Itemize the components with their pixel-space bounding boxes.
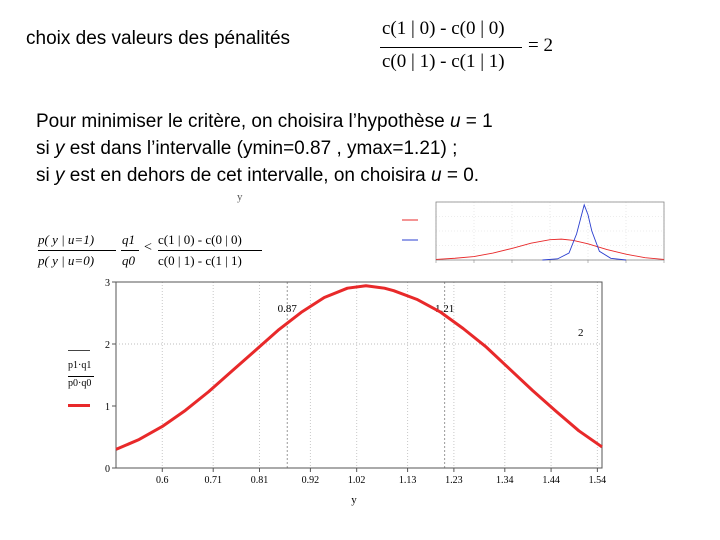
main-x-tick-label: 0.92 — [301, 475, 320, 486]
threshold-value-label: 1.21 — [435, 303, 455, 315]
main-x-axis-label: y — [351, 494, 357, 506]
mini-legend — [402, 220, 418, 240]
heading-label: choix des valeurs des pénalités — [26, 28, 291, 49]
main-x-tick-label: 0.6 — [156, 475, 169, 486]
penalty-fraction-bar — [380, 47, 522, 48]
ratio-curve — [116, 286, 602, 450]
density-inset-chart — [396, 196, 668, 272]
penalty-numerator: c(1 | 0) - c(0 | 0) — [382, 18, 505, 39]
legend-numerator: p1·q1 — [68, 360, 92, 371]
main-threshold-label: 2 — [578, 327, 584, 339]
main-x-tick-label: 0.81 — [250, 475, 269, 486]
main-x-tick-label: 1.02 — [347, 475, 366, 486]
threshold-value-label: 0.87 — [277, 303, 297, 315]
main-x-tick-label: 1.54 — [588, 475, 607, 486]
main-y-tick-label: 1 — [105, 402, 110, 413]
formula-q-bar — [121, 250, 139, 251]
penalty-fraction — [378, 18, 568, 80]
decision-paragraph — [36, 108, 493, 189]
main-y-tick-label: 2 — [105, 340, 110, 351]
main-x-tick-label: 1.23 — [445, 475, 463, 486]
formula-right-numerator: c(1 | 0) - c(0 | 0) — [158, 232, 242, 247]
likelihood-ratio-chart — [100, 270, 620, 510]
legend-arrow — [68, 350, 90, 351]
formula-left-bar — [38, 250, 116, 251]
formula-comparator: < — [144, 240, 152, 255]
main-x-tick-label: 1.44 — [542, 475, 560, 486]
main-x-ticks — [156, 468, 606, 486]
formula-left-numerator: p( y | u=1) — [38, 232, 95, 247]
main-y-ticks — [105, 278, 116, 475]
blue-density-curve — [542, 205, 626, 260]
main-axes — [116, 282, 602, 468]
penalty-result: = 2 — [528, 35, 553, 56]
main-x-tick-label: 1.13 — [398, 475, 417, 486]
formula-top-label: y — [237, 191, 243, 203]
formula-right-denominator: c(0 | 1) - c(1 | 1) — [158, 253, 242, 268]
legend-bar — [68, 376, 94, 377]
legend-swatch — [68, 404, 90, 407]
formula-right-bar — [158, 250, 262, 251]
paragraph-line-3: si y est en dehors de cet intervalle, on choisira u = 0. — [36, 165, 480, 186]
likelihood-ratio-formula — [38, 228, 268, 274]
main-series — [116, 286, 602, 450]
formula-left-denominator: p( y | u=0) — [38, 253, 95, 268]
penalty-denominator: c(0 | 1) - c(1 | 1) — [382, 51, 505, 72]
formula-q-numerator: q1 — [122, 232, 135, 247]
legend-denominator: p0·q0 — [68, 378, 92, 389]
mini-grid — [436, 202, 664, 260]
main-y-tick-label: 0 — [105, 464, 110, 475]
main-x-tick-label: 1.34 — [496, 475, 514, 486]
formula-q-denominator: q0 — [122, 253, 135, 268]
paragraph-line-2: si y est dans l’intervalle (ymin=0.87 , ymax=1.21) ; — [36, 138, 458, 159]
main-x-tick-label: 0.71 — [204, 475, 222, 486]
main-plot-frame — [116, 282, 602, 468]
paragraph-line-1: Pour minimiser le critère, on choisira l’hypothèse u = 1 — [36, 111, 493, 132]
main-y-tick-label: 3 — [105, 278, 110, 289]
